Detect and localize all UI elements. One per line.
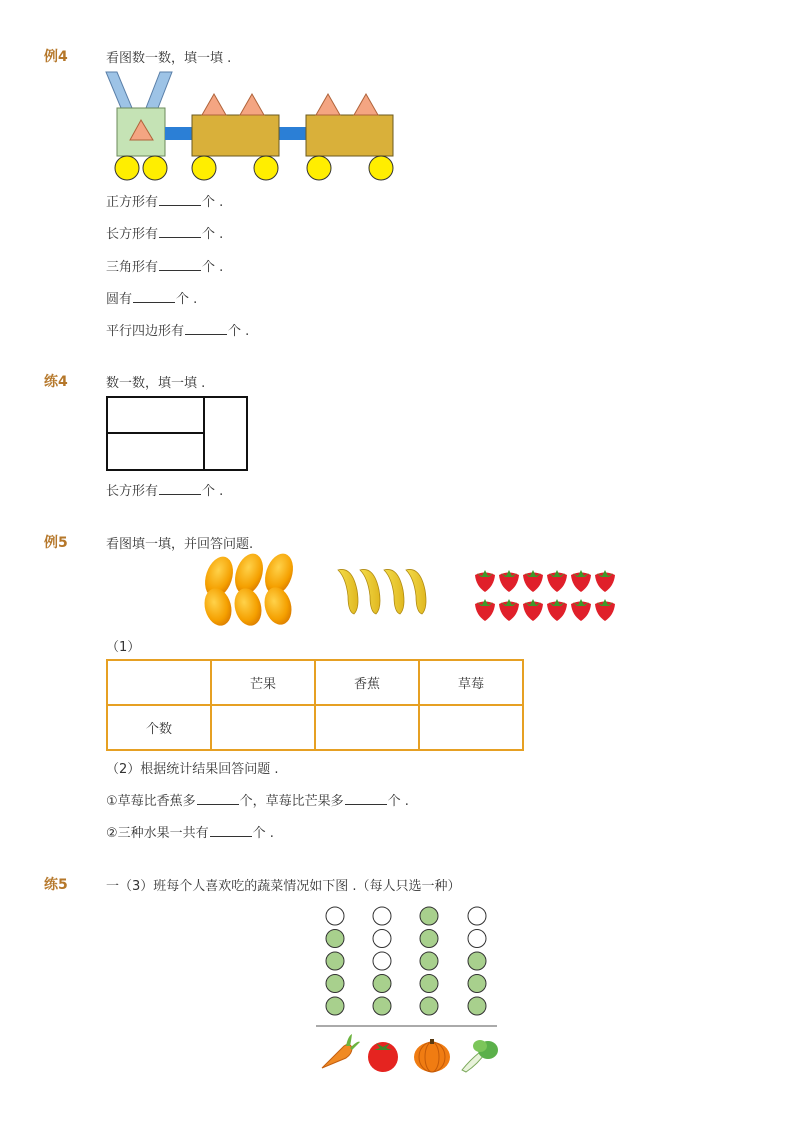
- example-5-tag: 例5: [44, 535, 68, 551]
- table-header-cell: 芒果: [211, 660, 315, 705]
- vote-circle-empty: [373, 907, 391, 925]
- part-1-label: （1）: [106, 640, 141, 655]
- vote-circle-filled: [420, 952, 438, 970]
- example-4-tag: 例4: [44, 49, 68, 65]
- question-2: ②三种水果一共有 个 .: [106, 826, 274, 841]
- vote-circle-filled: [420, 907, 438, 925]
- vote-circle-filled: [373, 997, 391, 1015]
- ex4-line-3: 三角形有 个 .: [106, 260, 224, 275]
- ex4-line-4: 圆有 个 .: [106, 292, 198, 307]
- part-2-label: （2）根据统计结果回答问题 .: [106, 762, 279, 777]
- table-row-label: 个数: [107, 705, 211, 750]
- ex4-line-1: 正方形有 个 .: [106, 195, 224, 210]
- tomato-icon: [368, 1042, 398, 1072]
- vote-circle-filled: [373, 975, 391, 993]
- vote-circle-empty: [468, 930, 486, 948]
- vote-circle-filled: [468, 997, 486, 1015]
- vote-circle-filled: [420, 975, 438, 993]
- vote-circle-filled: [420, 997, 438, 1015]
- practice-5-tag: 练5: [44, 877, 68, 893]
- table-header-cell: 香蕉: [315, 660, 419, 705]
- vote-circle-filled: [420, 930, 438, 948]
- example-5-prompt: 看图填一填，并回答问题.: [106, 537, 254, 552]
- pumpkin-icon: [414, 1039, 450, 1072]
- example-4-prompt: 看图数一数，填一填 .: [106, 51, 232, 66]
- carrot-icon: [322, 1034, 360, 1068]
- vote-circle-filled: [468, 975, 486, 993]
- vote-circle-filled: [326, 930, 344, 948]
- vote-circle-empty: [326, 907, 344, 925]
- ex4-line-5: 平行四边形有 个 .: [106, 324, 250, 339]
- vote-circle-filled: [468, 952, 486, 970]
- vote-circle-filled: [326, 997, 344, 1015]
- pr4-line: 长方形有 个 .: [106, 484, 224, 499]
- vote-circle-empty: [373, 952, 391, 970]
- table-header-cell: 草莓: [419, 660, 523, 705]
- practice-4-prompt: 数一数，填一填 .: [106, 376, 206, 391]
- vote-circle-filled: [326, 952, 344, 970]
- practice-4-tag: 练4: [44, 374, 68, 390]
- greens-icon: [462, 1040, 498, 1072]
- vote-circle-filled: [326, 975, 344, 993]
- question-1: ①草莓比香蕉多 个，草莓比芒果多 个 .: [106, 794, 409, 809]
- ex4-line-2: 长方形有 个 .: [106, 227, 224, 242]
- practice-5-prompt: 一（3）班每个人喜欢吃的蔬菜情况如下图 .（每人只选一种）: [106, 879, 461, 894]
- vote-circle-empty: [468, 907, 486, 925]
- vote-circle-empty: [373, 930, 391, 948]
